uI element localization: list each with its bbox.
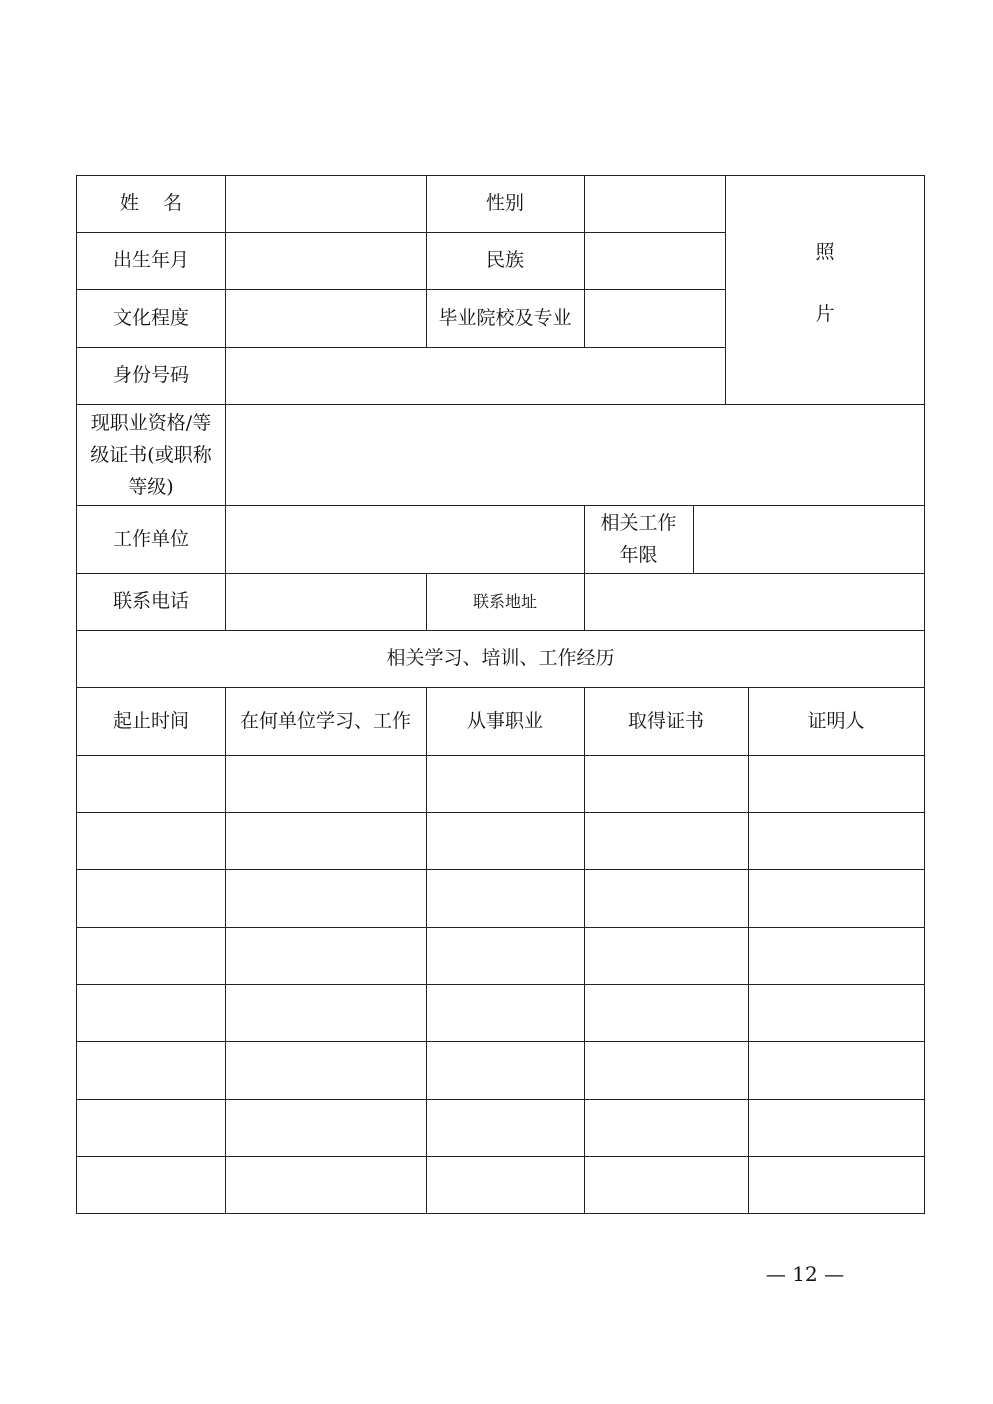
history-cell-occupation[interactable] [427, 870, 584, 927]
employer-field[interactable] [226, 506, 584, 573]
rule [924, 175, 925, 1214]
history-cell-witness[interactable] [749, 928, 924, 984]
work-years-field[interactable] [694, 506, 924, 573]
gender-field[interactable] [585, 176, 725, 232]
education-field[interactable] [226, 290, 426, 347]
history-cell-witness[interactable] [749, 870, 924, 927]
history-cell-organization[interactable] [226, 1100, 426, 1156]
education-label: 文化程度 [112, 306, 189, 329]
history-cell-witness[interactable] [749, 985, 924, 1041]
history-cell-certificate[interactable] [585, 756, 748, 812]
history-col-certificate: 取得证书 [627, 709, 704, 732]
history-cell-organization[interactable] [226, 870, 426, 927]
history-cell-certificate[interactable] [585, 1157, 748, 1213]
certificate-label-line-3: 等级) [128, 475, 174, 498]
rule [76, 1213, 925, 1214]
history-cell-period[interactable] [77, 1100, 225, 1156]
history-cell-witness[interactable] [749, 1042, 924, 1099]
history-cell-certificate[interactable] [585, 870, 748, 927]
page-number: — 12 — [765, 1262, 845, 1286]
history-cell-certificate[interactable] [585, 928, 748, 984]
history-cell-witness[interactable] [749, 1100, 924, 1156]
history-cell-organization[interactable] [226, 985, 426, 1041]
history-cell-organization[interactable] [226, 756, 426, 812]
history-cell-occupation[interactable] [427, 1157, 584, 1213]
history-col-witness: 证明人 [807, 709, 865, 732]
id-number-field[interactable] [226, 348, 725, 404]
history-cell-occupation[interactable] [427, 813, 584, 869]
certificate-label-line-1: 现职业资格/等 [90, 411, 212, 434]
history-cell-organization[interactable] [226, 1157, 426, 1213]
history-cell-period[interactable] [77, 870, 225, 927]
birth-field[interactable] [226, 233, 426, 289]
photo-box[interactable] [726, 176, 924, 404]
history-cell-occupation[interactable] [427, 1100, 584, 1156]
history-cell-organization[interactable] [226, 928, 426, 984]
history-cell-witness[interactable] [749, 756, 924, 812]
history-cell-witness[interactable] [749, 1157, 924, 1213]
work-years-label [584, 505, 693, 573]
work-years-label-line-1: 相关工作 [600, 512, 677, 534]
history-cell-certificate[interactable] [585, 1042, 748, 1099]
history-cell-occupation[interactable] [427, 1042, 584, 1099]
history-cell-certificate[interactable] [585, 1100, 748, 1156]
school-major-label: 毕业院校及专业 [438, 306, 572, 329]
address-field[interactable] [585, 574, 924, 630]
history-cell-occupation[interactable] [427, 756, 584, 812]
history-section-title: 相关学习、培训、工作经历 [386, 647, 615, 670]
history-cell-organization[interactable] [226, 813, 426, 869]
birth-label: 出生年月 [112, 249, 189, 272]
employer-label: 工作单位 [112, 527, 189, 550]
history-cell-occupation[interactable] [427, 928, 584, 984]
history-cell-certificate[interactable] [585, 985, 748, 1041]
certificate-label-line-2: 级证书(或职称 [90, 443, 212, 466]
certificate-field[interactable] [226, 405, 924, 505]
history-col-occupation: 从事职业 [466, 709, 543, 732]
history-cell-period[interactable] [77, 756, 225, 812]
name-label: 姓 名 [119, 192, 183, 215]
history-cell-period[interactable] [77, 928, 225, 984]
history-cell-occupation[interactable] [427, 985, 584, 1041]
photo-label-char-1: 照 [815, 240, 835, 263]
history-cell-period[interactable] [77, 1157, 225, 1213]
history-col-organization: 在何单位学习、工作 [239, 709, 411, 732]
history-cell-period[interactable] [77, 1042, 225, 1099]
work-years-label-line-2: 年限 [619, 544, 658, 566]
ethnicity-label: 民族 [485, 249, 524, 272]
id-number-label: 身份号码 [112, 364, 189, 387]
history-cell-witness[interactable] [749, 813, 924, 869]
photo-label-char-2: 片 [815, 303, 835, 325]
phone-label: 联系电话 [112, 590, 189, 613]
address-label: 联系地址 [472, 591, 537, 611]
gender-label: 性别 [485, 192, 524, 215]
history-cell-period[interactable] [77, 813, 225, 869]
history-cell-certificate[interactable] [585, 813, 748, 869]
history-cell-organization[interactable] [226, 1042, 426, 1099]
name-field[interactable] [226, 176, 426, 232]
history-cell-period[interactable] [77, 985, 225, 1041]
history-col-period: 起止时间 [112, 709, 189, 732]
certificate-label [76, 404, 226, 505]
ethnicity-field[interactable] [585, 233, 725, 289]
phone-field[interactable] [226, 574, 426, 630]
school-major-field[interactable] [585, 290, 725, 347]
